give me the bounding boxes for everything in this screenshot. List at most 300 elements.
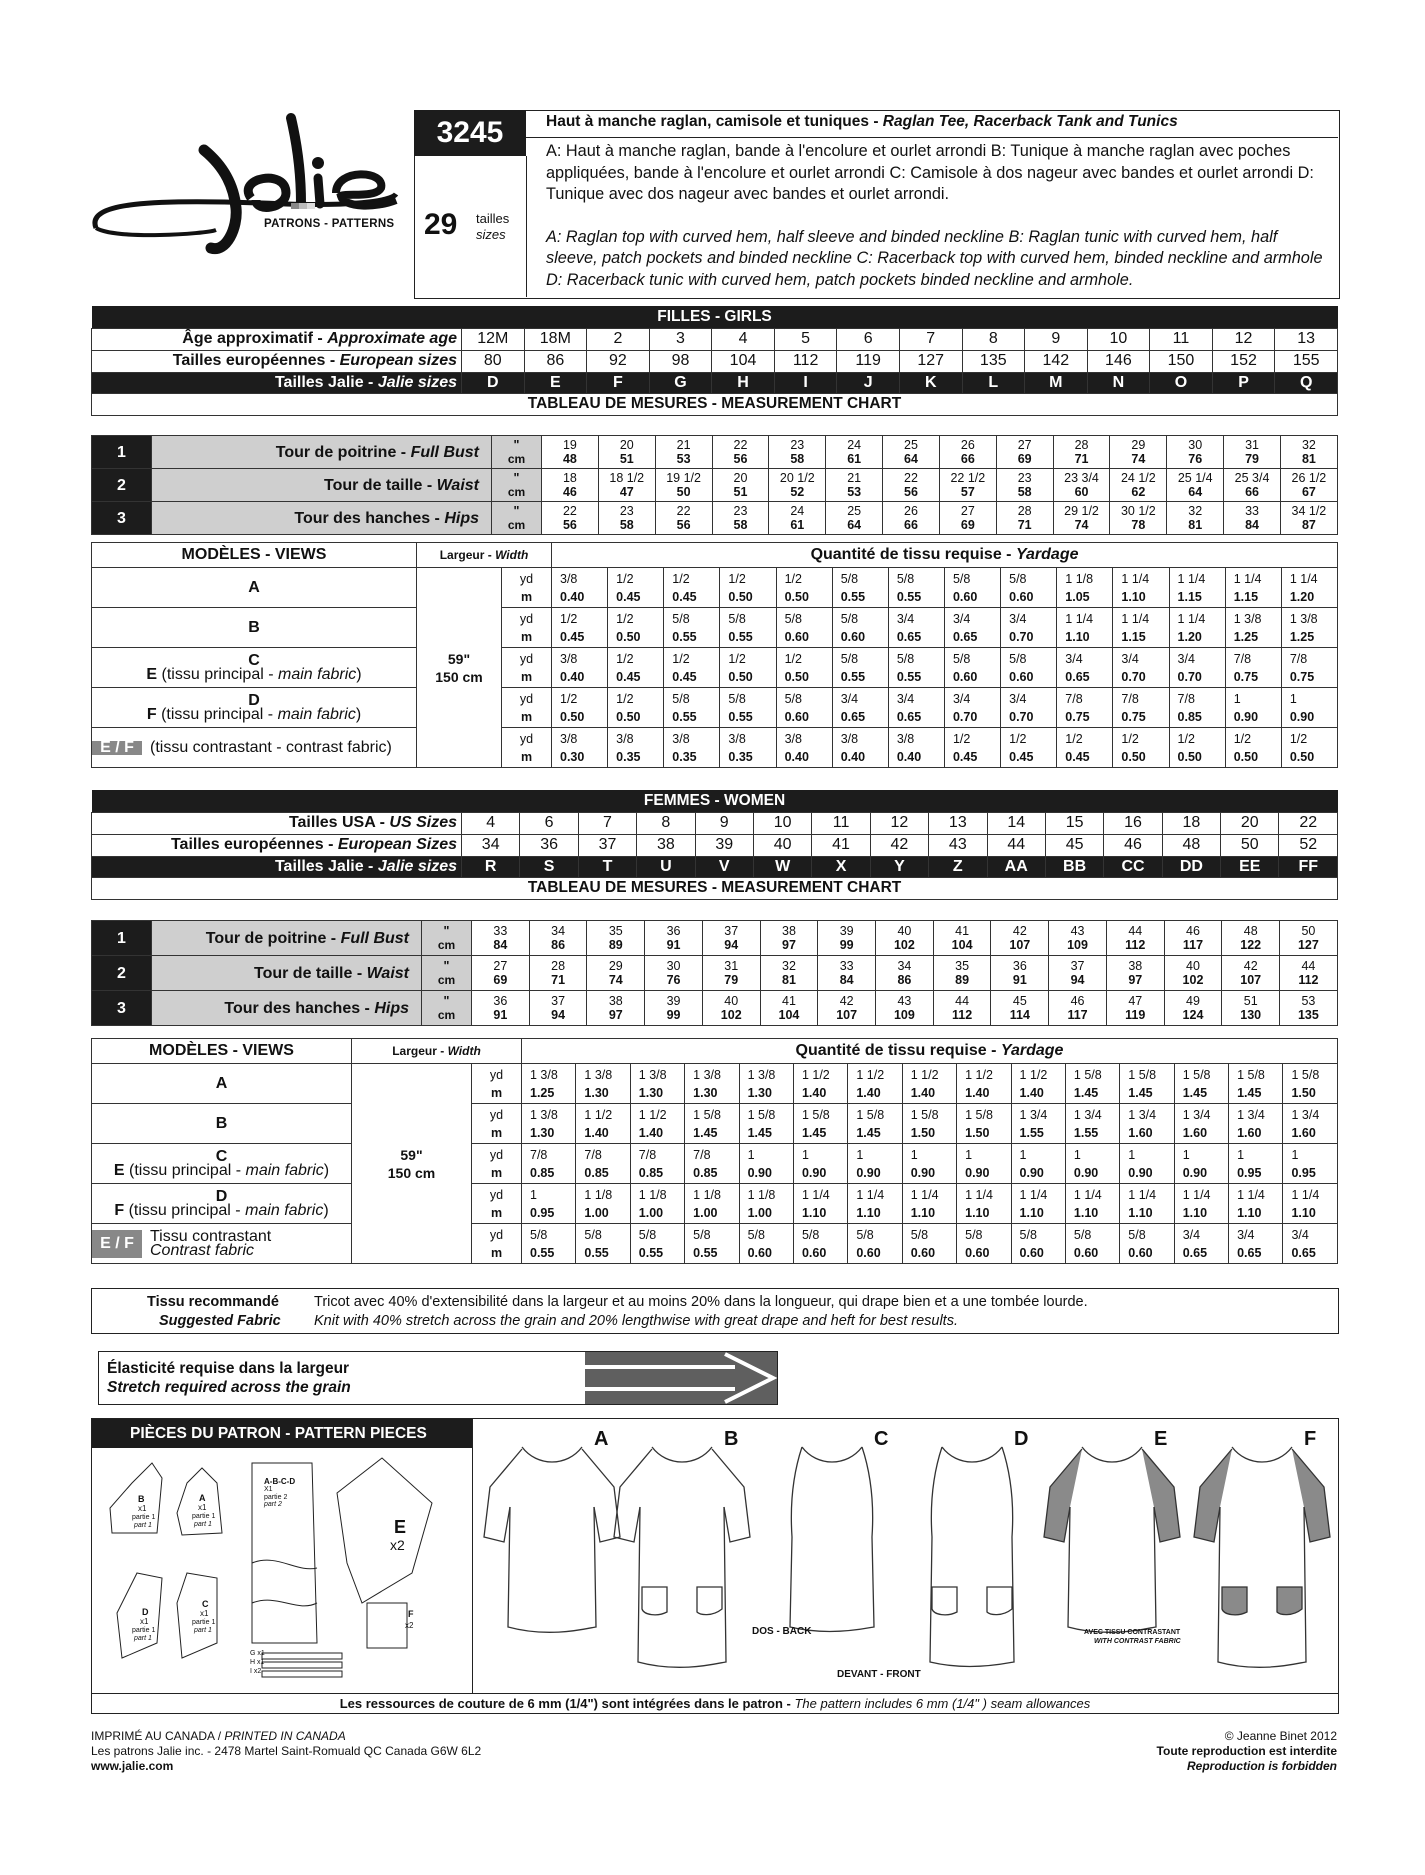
piece-abcd-label: A-B-C-D bbox=[264, 1477, 296, 1486]
piece-b-label: B bbox=[138, 1494, 145, 1504]
measure-cell: 33 84 bbox=[818, 956, 876, 991]
yardage-cell: 5/8 0.55 bbox=[576, 1224, 630, 1264]
yardage-cell: 1/2 0.45 bbox=[664, 568, 720, 608]
size-cell: 41 bbox=[812, 834, 870, 856]
measure-cell: 38 97 bbox=[587, 991, 645, 1026]
measure-cell: 44 112 bbox=[1280, 956, 1338, 991]
measure-cell: 29 1/2 74 bbox=[1053, 502, 1110, 535]
measure-cell: 27 69 bbox=[939, 502, 996, 535]
measure-cell: 22 56 bbox=[712, 436, 769, 469]
size-count: 29 bbox=[424, 208, 458, 241]
fabric-label-en: Suggested Fabric bbox=[159, 1313, 281, 1329]
measure-cell: 23 58 bbox=[598, 502, 655, 535]
measure-cell: 19 1/2 50 bbox=[655, 469, 712, 502]
yardage-cell: 1 0.90 bbox=[848, 1144, 902, 1184]
measure-cell: 37 94 bbox=[529, 991, 587, 1026]
yardage-cell: 3/4 0.65 bbox=[1174, 1224, 1228, 1264]
size-cell: 135 bbox=[962, 350, 1025, 372]
yardage-cell: 1 0.95 bbox=[1229, 1144, 1283, 1184]
measure-cell: 21 53 bbox=[826, 469, 883, 502]
piece-a-qty: x1 bbox=[198, 1503, 207, 1512]
size-cell: 39 bbox=[695, 834, 753, 856]
unit-cell: " cm bbox=[492, 469, 542, 502]
measure-cell: 26 1/2 67 bbox=[1280, 469, 1337, 502]
size-cell: 52 bbox=[1279, 834, 1338, 856]
size-cell: U bbox=[637, 856, 695, 877]
measure-cell: 29 74 bbox=[587, 956, 645, 991]
size-cell: 20 bbox=[1221, 812, 1279, 834]
measure-number: 1 bbox=[92, 436, 152, 469]
yardage-cell: 1 5/8 1.45 bbox=[848, 1104, 902, 1144]
yardage-cell: 5/8 0.60 bbox=[776, 688, 832, 728]
piece-f-qty: x2 bbox=[405, 1621, 414, 1630]
yardage-cell: 1 1/4 1.10 bbox=[1057, 608, 1113, 648]
measurement-row bbox=[92, 502, 1338, 535]
measure-cell: 37 94 bbox=[702, 921, 760, 956]
size-cell: BB bbox=[1045, 856, 1103, 877]
measure-cell: 30 76 bbox=[1167, 436, 1224, 469]
size-cell: 13 bbox=[1275, 328, 1338, 350]
yardage-cell: 1/2 0.45 bbox=[608, 648, 664, 688]
view-cell: E / F (tissu contrastant - contrast fabric) bbox=[92, 728, 417, 768]
measure-cell: 30 1/2 78 bbox=[1110, 502, 1167, 535]
garment-a bbox=[484, 1447, 620, 1632]
yardage-cell: 5/8 0.60 bbox=[1001, 648, 1057, 688]
size-cell: 11 bbox=[1150, 328, 1213, 350]
size-cell: 18M bbox=[524, 328, 587, 350]
measure-cell: 27 69 bbox=[996, 436, 1053, 469]
yardage-cell: 3/8 0.35 bbox=[720, 728, 776, 768]
yardage-cell: 1 3/8 1.25 bbox=[1281, 608, 1337, 648]
measure-cell: 20 1/2 52 bbox=[769, 469, 826, 502]
measurement-row bbox=[92, 991, 1338, 1026]
measure-cell: 28 71 bbox=[529, 956, 587, 991]
girls-size-table bbox=[91, 306, 1337, 416]
size-row bbox=[92, 350, 1338, 372]
size-row bbox=[92, 812, 1338, 834]
measure-cell: 28 71 bbox=[996, 502, 1053, 535]
measure-cell: 24 61 bbox=[826, 436, 883, 469]
back-label: DOS - BACK bbox=[752, 1626, 812, 1637]
piece-f-label: F bbox=[408, 1609, 414, 1619]
size-cell: 7 bbox=[899, 328, 962, 350]
yardage-cell: 1 0.90 bbox=[1011, 1144, 1065, 1184]
yardage-cell: 5/8 0.55 bbox=[630, 1224, 684, 1264]
yardage-cell: 1/2 0.50 bbox=[608, 608, 664, 648]
yardage-cell: 1 3/8 1.30 bbox=[522, 1104, 576, 1144]
yardage-cell: 1 0.90 bbox=[1065, 1144, 1119, 1184]
fabric-text-fr: Tricot avec 40% d'extensibilité dans la largeur et au moins 20% dans la longueur, qui drape bien et a une tombée lourde. bbox=[314, 1294, 1088, 1310]
unit-cell: " cm bbox=[422, 921, 472, 956]
size-row bbox=[92, 834, 1338, 856]
yardage-cell: 1 1/2 1.40 bbox=[793, 1064, 847, 1104]
measure-cell: 43 109 bbox=[876, 991, 934, 1026]
yardage-cell: 1/2 0.50 bbox=[552, 688, 608, 728]
size-cell: F bbox=[587, 372, 650, 393]
pattern-title bbox=[546, 113, 1178, 131]
women-measurement-table bbox=[91, 920, 1337, 1026]
size-cell: 15 bbox=[1045, 812, 1103, 834]
yardage-cell: 1 5/8 1.45 bbox=[793, 1104, 847, 1144]
size-cell: 104 bbox=[712, 350, 775, 372]
measure-cell: 18 1/2 47 bbox=[598, 469, 655, 502]
yardage-cell: 1 5/8 1.50 bbox=[957, 1104, 1011, 1144]
size-cell: 34 bbox=[462, 834, 520, 856]
size-row-label: Âge approximatif - Approximate age bbox=[92, 328, 462, 350]
unit-cell: yd m bbox=[472, 1144, 522, 1184]
stretch-requirement bbox=[98, 1351, 778, 1405]
size-cell: 50 bbox=[1221, 834, 1279, 856]
measure-cell: 30 76 bbox=[645, 956, 703, 991]
unit-cell: " cm bbox=[422, 991, 472, 1026]
women-size-table bbox=[91, 790, 1337, 900]
rights-fr: Toute reproduction est interdite bbox=[1156, 1744, 1337, 1758]
yardage-cell: 1/2 0.45 bbox=[1057, 728, 1113, 768]
size-row bbox=[92, 372, 1338, 393]
size-cell: 42 bbox=[870, 834, 928, 856]
yardage-cell: 3/4 0.65 bbox=[888, 608, 944, 648]
view-cell: B bbox=[92, 1104, 352, 1144]
yardage-cell: 1 3/4 1.55 bbox=[1011, 1104, 1065, 1144]
unit-cell: yd m bbox=[502, 568, 552, 608]
yardage-cell: 1/2 0.50 bbox=[720, 648, 776, 688]
unit-cell: " cm bbox=[492, 502, 542, 535]
measure-cell: 21 53 bbox=[655, 436, 712, 469]
measure-cell: 23 3/4 60 bbox=[1053, 469, 1110, 502]
yardage-cell: 7/8 0.85 bbox=[630, 1144, 684, 1184]
size-cell: 8 bbox=[962, 328, 1025, 350]
yardage-cell: 3/8 0.40 bbox=[552, 648, 608, 688]
measure-cell: 28 71 bbox=[1053, 436, 1110, 469]
group-band: FILLES - GIRLS bbox=[92, 306, 1338, 328]
yardage-cell: 1 1/4 1.10 bbox=[1283, 1184, 1337, 1224]
measure-cell: 45 114 bbox=[991, 991, 1049, 1026]
yardage-cell: 1 1/4 1.10 bbox=[1065, 1184, 1119, 1224]
measure-cell: 40 102 bbox=[1164, 956, 1222, 991]
yardage-cell: 1 1/4 1.10 bbox=[902, 1184, 956, 1224]
yardage-cell: 1/2 0.45 bbox=[1001, 728, 1057, 768]
yardage-cell: 5/8 0.60 bbox=[776, 608, 832, 648]
size-cell: M bbox=[1025, 372, 1088, 393]
size-cell: Q bbox=[1275, 372, 1338, 393]
yardage-cell: 1/2 0.50 bbox=[1169, 728, 1225, 768]
measure-cell: 37 94 bbox=[1049, 956, 1107, 991]
yardage-cell: 1 0.90 bbox=[1174, 1144, 1228, 1184]
yardage-cell: 3/4 0.65 bbox=[1057, 648, 1113, 688]
yardage-cell: 5/8 0.55 bbox=[888, 568, 944, 608]
size-cell: 155 bbox=[1275, 350, 1338, 372]
size-cell: 9 bbox=[1025, 328, 1088, 350]
measure-cell: 41 104 bbox=[933, 921, 991, 956]
size-cell: 37 bbox=[578, 834, 636, 856]
view-cell: C E (tissu principal - main fabric) bbox=[92, 648, 417, 688]
measure-cell: 20 51 bbox=[712, 469, 769, 502]
size-cell: V bbox=[695, 856, 753, 877]
unit-cell: yd m bbox=[502, 608, 552, 648]
description-en: A: Raglan top with curved hem, half sleeve and binded neckline B: Raglan tunic with curved hem, half sleeve, patch pockets and binded neckline C: Racerback top with curved hem, binded neckline and armhole D: Racerback tunic with curved hem, patch pockets binded neckline and armhole. bbox=[546, 227, 1323, 289]
yardage-cell: 1 1/2 1.40 bbox=[630, 1104, 684, 1144]
yardage-cell: 1 0.95 bbox=[522, 1184, 576, 1224]
size-cell: R bbox=[462, 856, 520, 877]
size-cell: 10 bbox=[1087, 328, 1150, 350]
measure-cell: 39 99 bbox=[818, 921, 876, 956]
piece-abcd-part-en: part 2 bbox=[264, 1501, 282, 1508]
measure-cell: 36 91 bbox=[472, 991, 530, 1026]
size-cell: 86 bbox=[524, 350, 587, 372]
yardage-cell: 1/2 0.50 bbox=[776, 648, 832, 688]
unit-cell: " cm bbox=[492, 436, 542, 469]
size-cell: 2 bbox=[587, 328, 650, 350]
yardage-cell: 7/8 0.85 bbox=[685, 1144, 739, 1184]
yardage-cell: 3/4 0.70 bbox=[1001, 608, 1057, 648]
yardage-cell: 1 5/8 1.50 bbox=[902, 1104, 956, 1144]
size-cell: 8 bbox=[637, 812, 695, 834]
size-cell: O bbox=[1150, 372, 1213, 393]
size-cell: 12 bbox=[870, 812, 928, 834]
measure-number: 2 bbox=[92, 956, 152, 991]
yardage-cell: 1 3/8 1.25 bbox=[1225, 608, 1281, 648]
yardage-cell: 1 5/8 1.45 bbox=[739, 1104, 793, 1144]
measure-cell: 39 99 bbox=[645, 991, 703, 1026]
yardage-cell: 1 0.95 bbox=[1283, 1144, 1337, 1184]
yardage-cell: 7/8 0.85 bbox=[522, 1144, 576, 1184]
yardage-cell: 1 1/8 1.00 bbox=[630, 1184, 684, 1224]
yardage-cell: 1 3/4 1.60 bbox=[1120, 1104, 1174, 1144]
measure-cell: 40 102 bbox=[702, 991, 760, 1026]
piece-e-qty: x2 bbox=[390, 1537, 405, 1553]
women-yardage-table bbox=[91, 1038, 1337, 1264]
measure-cell: 25 3/4 66 bbox=[1224, 469, 1281, 502]
measure-cell: 34 86 bbox=[876, 956, 934, 991]
yardage-row bbox=[92, 688, 1338, 728]
measure-cell: 22 56 bbox=[883, 469, 940, 502]
yardage-cell: 1 1/4 1.15 bbox=[1113, 608, 1169, 648]
yardage-cell: 3/4 0.70 bbox=[1001, 688, 1057, 728]
measure-cell: 27 69 bbox=[472, 956, 530, 991]
piece-b-part: partie 1 bbox=[132, 1514, 156, 1521]
yardage-cell: 1 0.90 bbox=[1281, 688, 1337, 728]
fabric-width: 59" 150 cm bbox=[417, 568, 502, 768]
piece-c-part: partie 1 bbox=[192, 1619, 216, 1626]
measurement-row bbox=[92, 469, 1338, 502]
size-cell: 18 bbox=[1162, 812, 1220, 834]
yardage-cell: 1 0.90 bbox=[1120, 1144, 1174, 1184]
yardage-cell: 3/4 0.70 bbox=[1169, 648, 1225, 688]
size-cell: 14 bbox=[987, 812, 1045, 834]
size-cell: 127 bbox=[899, 350, 962, 372]
unit-cell: yd m bbox=[472, 1104, 522, 1144]
size-cell: 38 bbox=[637, 834, 695, 856]
yardage-cell: 5/8 0.55 bbox=[522, 1224, 576, 1264]
yardage-cell: 1/2 0.50 bbox=[1113, 728, 1169, 768]
title-en: Raglan Tee, Racerback Tank and Tunics bbox=[882, 113, 1178, 130]
yardage-cell: 1 3/8 1.30 bbox=[685, 1064, 739, 1104]
measure-cell: 46 117 bbox=[1049, 991, 1107, 1026]
unit-cell: yd m bbox=[502, 648, 552, 688]
measure-cell: 35 89 bbox=[933, 956, 991, 991]
size-cell: CC bbox=[1104, 856, 1162, 877]
size-cell: 92 bbox=[587, 350, 650, 372]
measure-cell: 33 84 bbox=[1224, 502, 1281, 535]
girls-measurement-table bbox=[91, 435, 1337, 535]
size-count-box bbox=[414, 156, 527, 297]
measure-number: 3 bbox=[92, 502, 152, 535]
view-cell: C E (tissu principal - main fabric) bbox=[92, 1144, 352, 1184]
yardage-row bbox=[92, 1224, 1338, 1264]
piece-c-qty: x1 bbox=[200, 1609, 209, 1618]
yardage-cell: 1 5/8 1.45 bbox=[1174, 1064, 1228, 1104]
size-cell: P bbox=[1212, 372, 1275, 393]
measurement-row bbox=[92, 436, 1338, 469]
unit-cell: " cm bbox=[422, 956, 472, 991]
pattern-layout-diagram bbox=[102, 1453, 467, 1689]
yardage-cell: 1/2 0.45 bbox=[664, 648, 720, 688]
yardage-cell: 5/8 0.60 bbox=[957, 1224, 1011, 1264]
yardage-cell: 1 1/4 1.10 bbox=[957, 1184, 1011, 1224]
sizes-label-en: sizes bbox=[476, 227, 506, 242]
measure-cell: 25 1/4 64 bbox=[1167, 469, 1224, 502]
yardage-cell: 1 1/4 1.15 bbox=[1225, 568, 1281, 608]
size-row-label: Tailles Jalie - Jalie sizes bbox=[92, 856, 462, 877]
footer-right bbox=[1157, 1729, 1337, 1774]
yardage-cell: 5/8 0.55 bbox=[832, 648, 888, 688]
size-cell: 10 bbox=[753, 812, 811, 834]
yardage-cell: 1 5/8 1.45 bbox=[1120, 1064, 1174, 1104]
size-cell: T bbox=[578, 856, 636, 877]
measure-cell: 25 64 bbox=[826, 502, 883, 535]
measure-cell: 43 109 bbox=[1049, 921, 1107, 956]
piece-a-label: A bbox=[199, 1493, 206, 1503]
measure-cell: 18 46 bbox=[542, 469, 599, 502]
size-cell: W bbox=[753, 856, 811, 877]
yardage-cell: 1 1/8 1.00 bbox=[576, 1184, 630, 1224]
yardage-cell: 7/8 0.85 bbox=[1169, 688, 1225, 728]
yardage-row bbox=[92, 608, 1338, 648]
sketch-svg bbox=[482, 1427, 1332, 1689]
copyright: © Jeanne Binet 2012 bbox=[1224, 1729, 1337, 1743]
garment-sketches bbox=[482, 1427, 1332, 1689]
measure-cell: 34 1/2 87 bbox=[1280, 502, 1337, 535]
yardage-cell: 5/8 0.60 bbox=[1065, 1224, 1119, 1264]
yardage-cell: 1 3/8 1.30 bbox=[739, 1064, 793, 1104]
yardage-cell: 5/8 0.55 bbox=[720, 608, 776, 648]
yardage-cell: 3/4 0.65 bbox=[1283, 1224, 1337, 1264]
yardage-cell: 7/8 0.75 bbox=[1281, 648, 1337, 688]
piece-b-part-en: part 1 bbox=[134, 1522, 152, 1529]
size-cell: 12 bbox=[1212, 328, 1275, 350]
measure-cell: 22 1/2 57 bbox=[939, 469, 996, 502]
jalie-logo bbox=[86, 108, 406, 258]
size-cell: 119 bbox=[837, 350, 900, 372]
measure-cell: 31 79 bbox=[702, 956, 760, 991]
size-cell: I bbox=[774, 372, 837, 393]
measure-cell: 32 81 bbox=[1167, 502, 1224, 535]
yardage-cell: 1 0.90 bbox=[739, 1144, 793, 1184]
size-cell: L bbox=[962, 372, 1025, 393]
yardage-row bbox=[92, 568, 1338, 608]
yardage-cell: 5/8 0.60 bbox=[1001, 568, 1057, 608]
yardage-cell: 1 3/4 1.60 bbox=[1283, 1104, 1337, 1144]
piece-c-label: C bbox=[202, 1599, 209, 1609]
yardage-row bbox=[92, 1104, 1338, 1144]
piece-e-label: E bbox=[394, 1517, 407, 1537]
unit-cell: yd m bbox=[472, 1184, 522, 1224]
yardage-cell: 1 1/2 1.40 bbox=[902, 1064, 956, 1104]
size-cell: N bbox=[1087, 372, 1150, 393]
size-cell: 7 bbox=[578, 812, 636, 834]
yardage-cell: 5/8 0.60 bbox=[1011, 1224, 1065, 1264]
yardage-cell: 1/2 0.45 bbox=[552, 608, 608, 648]
size-cell: 4 bbox=[462, 812, 520, 834]
view-cell: B bbox=[92, 608, 417, 648]
measure-cell: 22 56 bbox=[655, 502, 712, 535]
yardage-cell: 3/4 0.65 bbox=[832, 688, 888, 728]
yardage-row bbox=[92, 1184, 1338, 1224]
yardage-cell: 1/2 0.50 bbox=[776, 568, 832, 608]
measure-cell: 36 91 bbox=[991, 956, 1049, 991]
measurement-row bbox=[92, 921, 1338, 956]
yardage-cell: 1 1/4 1.10 bbox=[1011, 1184, 1065, 1224]
measure-cell: 29 74 bbox=[1110, 436, 1167, 469]
size-cell: G bbox=[649, 372, 712, 393]
yardage-cell: 1 1/4 1.20 bbox=[1281, 568, 1337, 608]
size-row-label: Tailles européennes - European Sizes bbox=[92, 834, 462, 856]
sizes-label-fr: tailles bbox=[476, 211, 510, 226]
size-cell: E bbox=[524, 372, 587, 393]
piece-d-part-en: part 1 bbox=[134, 1635, 152, 1642]
measure-cell: 23 58 bbox=[712, 502, 769, 535]
size-cell: FF bbox=[1279, 856, 1338, 877]
measure-cell: 36 91 bbox=[645, 921, 703, 956]
yardage-cell: 3/4 0.65 bbox=[888, 688, 944, 728]
piece-a-part: partie 1 bbox=[192, 1513, 216, 1520]
yardage-cell: 1 3/4 1.60 bbox=[1174, 1104, 1228, 1144]
measure-label: Tour de taille - Waist bbox=[152, 469, 492, 502]
fabric-width: 59" 150 cm bbox=[352, 1064, 472, 1264]
yardage-cell: 1 1/4 1.10 bbox=[1120, 1184, 1174, 1224]
view-cell: E / F Tissu contrastant Contrast fabric bbox=[92, 1224, 352, 1264]
yardage-cell: 1 1/2 1.40 bbox=[576, 1104, 630, 1144]
yardage-cell: 1/2 0.50 bbox=[1281, 728, 1337, 768]
yardage-cell: 1 5/8 1.50 bbox=[1283, 1064, 1337, 1104]
yardage-cell: 1/2 0.50 bbox=[1225, 728, 1281, 768]
measure-cell: 25 64 bbox=[883, 436, 940, 469]
size-cell: H bbox=[712, 372, 775, 393]
chart-title: TABLEAU DE MESURES - MEASUREMENT CHART bbox=[92, 393, 1338, 415]
measure-cell: 42 107 bbox=[818, 991, 876, 1026]
yardage-cell: 3/8 0.35 bbox=[664, 728, 720, 768]
yardage-cell: 3/4 0.65 bbox=[1229, 1224, 1283, 1264]
measure-cell: 38 97 bbox=[760, 921, 818, 956]
garment-f bbox=[1194, 1447, 1330, 1667]
size-cell: 152 bbox=[1212, 350, 1275, 372]
size-cell: 22 bbox=[1279, 812, 1338, 834]
pattern-description bbox=[546, 141, 1332, 312]
measure-cell: 31 79 bbox=[1224, 436, 1281, 469]
yardage-cell: 3/8 0.40 bbox=[888, 728, 944, 768]
piece-c-part-en: part 1 bbox=[194, 1627, 212, 1634]
size-cell: 112 bbox=[774, 350, 837, 372]
views-header: MODÈLES - VIEWS bbox=[92, 1039, 352, 1064]
view-letter-f: F bbox=[1304, 1428, 1317, 1450]
view-cell: A bbox=[92, 1064, 352, 1104]
view-letter-a: A bbox=[594, 1428, 609, 1450]
measure-label: Tour des hanches - Hips bbox=[152, 502, 492, 535]
piece-d-label: D bbox=[142, 1607, 149, 1617]
yardage-cell: 1 1/4 1.15 bbox=[1169, 568, 1225, 608]
yardage-cell: 1 5/8 1.45 bbox=[685, 1104, 739, 1144]
website-link[interactable]: www.jalie.com bbox=[91, 1759, 174, 1773]
